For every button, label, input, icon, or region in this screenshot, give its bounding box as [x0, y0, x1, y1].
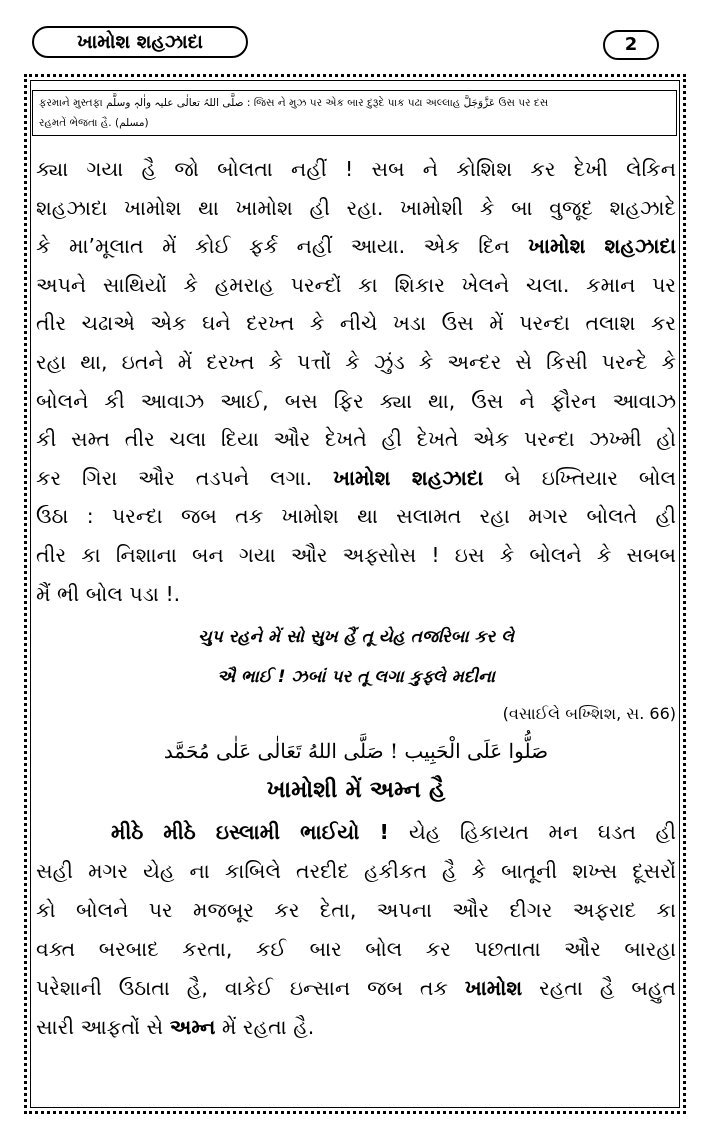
text-line: મૈં ભી બોલ પડા !. — [36, 581, 181, 606]
text-line: ઉઠા : પરન્દા જબ તક ખામોશ થા સલામત રહા મગર બોલતે હી — [36, 504, 676, 529]
text-line: તીર કા નિશાના બન ગયા ઔર અફ્સોસ ! ઇસ કે બોલને કે સબબ — [36, 542, 676, 567]
notice-line-1: ફરમાને મુસ્તફા صلَّی اللہُ تعالٰی علیہ واٰلہٖ وسلَّم : જિસ ને મુઝ પર એક બાર દુરૂદે પાક પઢા અલ્લાહ عَزَّوَجَلَّ ઉસ પર દસ — [39, 97, 549, 109]
story-paragraph — [36, 150, 676, 613]
text-line: બોલને કી આવાઝ આઈ, બસ ફિર ક્યા થા, ઉસ ને ફૌરન આવાઝ — [36, 388, 676, 413]
text-line: રહા થા, ઇતને મેં દરખ્ત કે પત્તોં કે ઝુંડ કે અન્દર સે કિસી પરન્દે કે — [36, 349, 676, 374]
poem-line-1: ચુપ રહને મેં સો સુખ હૈં તૂ યેહ તજરિબા કર લે — [198, 627, 514, 648]
hadith-notice-box — [32, 90, 677, 136]
text-line: તીર ચઢાએ એક ઘને દરખ્ત કે નીચે ખડા ઉસ મેં પરન્દા તલાશ કર — [36, 311, 676, 336]
text-line: કી સમ્ત તીર ચલા દિયા ઔર દેખતે હી દેખતે એક પરન્દા ઝખ્મી હો — [36, 427, 676, 452]
text-span: સારી આફતોં સે — [36, 1015, 170, 1040]
highlight-title: ખામોશ શહઝાદા — [528, 234, 676, 259]
book-title: ખામોશ શહઝાદા — [32, 26, 248, 58]
poem-line-2: ઐ ભાઈ ! ઝબાં પર તૂ લગા કુફ્લે મદીના — [217, 667, 495, 688]
highlight-word: અમ્ન — [169, 1015, 216, 1040]
text-span: કે મા’મૂલાત મેં કોઈ ફર્ક નહીં આયા. એક દિન — [36, 234, 529, 259]
text-line: સહી મગર યેહ ના કાબિલે તરદીદ હકીકત હૈ કે બાતૂની શખ્સ દૂસરોં — [36, 859, 676, 884]
text-line: શહઝાદા ખામોશ થા ખામોશ હી રહા. ખામોશી કે બા વુજૂદ શહઝાદે — [36, 195, 676, 220]
text-span: યેહ હિકાયત મન ઘડત હી — [409, 820, 676, 845]
poem-couplet — [36, 617, 676, 697]
durood-calligraphy: صَلُّوا عَلَى الْحَبِيب ! صَلَّى اللهُ تَعَالٰى عَلٰى مُحَمَّد — [163, 739, 549, 764]
text-line — [36, 969, 676, 1008]
text-line — [36, 227, 676, 266]
text-span: મેં રહતા હૈ. — [215, 1015, 315, 1040]
text-line: અપને સાથિયોં કે હમરાહ પરન્દોં કા શિકાર ખેલને ચલા. કમાન પર — [36, 272, 676, 297]
text-line: ક્યા ગયા હૈ જો બોલતા નહીં ! સબ ને કોશિશ કર દેખી લેકિન — [36, 157, 676, 181]
text-line: કો બોલને પર મજબૂર કર દેતા, અપના ઔર દીગર અફરાદ કા — [36, 898, 676, 923]
poem-reference: (વસાઈલે બખ્શિશ, સ. 66) — [502, 704, 676, 724]
text-span: પરેશાની ઉઠાતા હૈ, વાકેઈ ઇન્સાન જબ તક — [36, 976, 465, 1001]
page-header — [0, 0, 704, 72]
text-span: રહતા હૈ બહુત — [522, 976, 676, 1001]
text-line — [36, 459, 676, 498]
section-heading: ખામોશી મેં અમ્ન હૈ — [266, 777, 446, 804]
highlight-word: ખામોશ — [464, 976, 523, 1001]
text-line — [36, 813, 676, 852]
reflection-paragraph — [36, 813, 676, 1047]
page-number: 2 — [603, 30, 659, 60]
text-span: બે ઇખ્તિયાર બોલ — [483, 465, 676, 490]
greeting-bold: મીઠે મીઠે ઇસ્લામી ભાઈયો ! — [111, 820, 409, 845]
highlight-title: ખામોશ શહઝાદા — [333, 465, 484, 490]
text-line: વક્ત બરબાદ કરતા, કઈ બાર બોલ કર પછતાતા ઔર બારહા — [36, 937, 676, 962]
page-content — [36, 150, 676, 1047]
text-span: કર ગિરા ઔર તડપને લગા. — [36, 465, 334, 490]
text-line — [36, 1008, 676, 1047]
notice-line-2: રહમતેં ભેજતા હૈ. (مسلم) — [39, 117, 149, 129]
